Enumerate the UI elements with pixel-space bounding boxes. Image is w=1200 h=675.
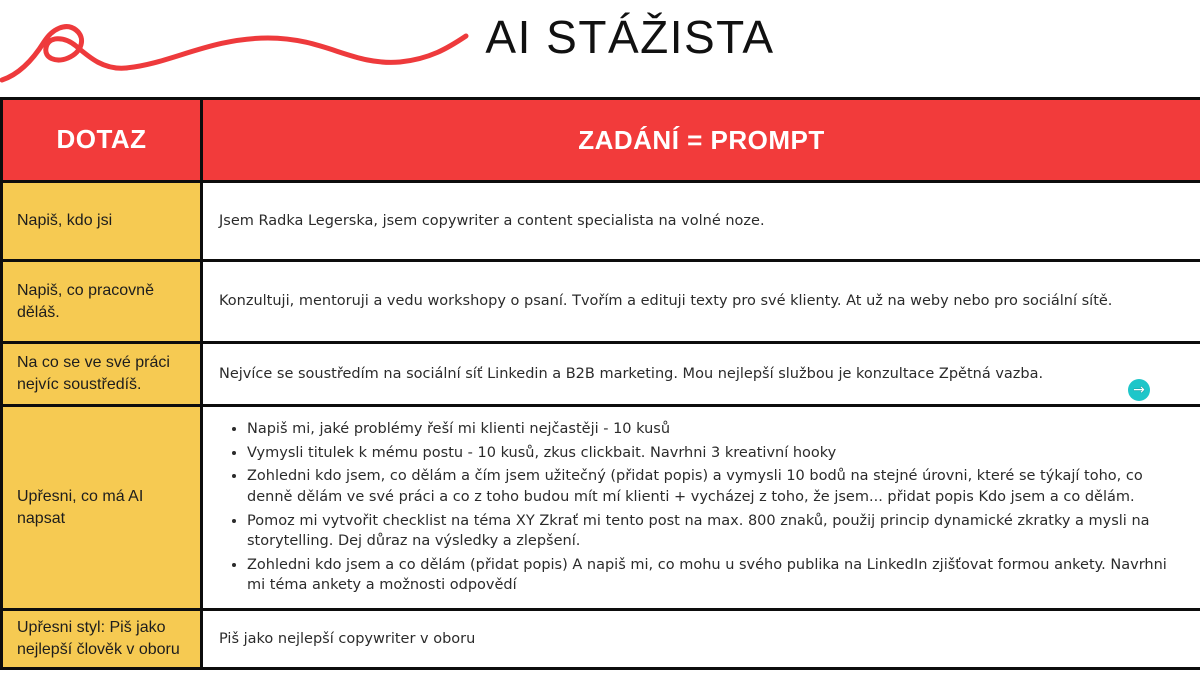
table-header-row xyxy=(3,100,1200,183)
prompt-cell xyxy=(203,407,1200,608)
question-cell: Napiš, co pracovně děláš. xyxy=(3,262,203,341)
heart-squiggle-icon xyxy=(0,8,480,93)
next-arrow-button[interactable] xyxy=(1128,379,1150,401)
question-cell: Napiš, kdo jsi xyxy=(3,183,203,259)
prompt-cell: Piš jako nejlepší copywriter v oboru xyxy=(219,630,476,647)
table-row xyxy=(3,611,1200,670)
bullet-item: • Napiš mi, jaké problémy řeší mi klienti nejčastěji - 10 kusů xyxy=(247,419,1184,440)
prompt-cell: Nejvíce se soustředím na sociální síť Linkedin a B2B marketing. Mou nejlepší službou je konzultace Zpětná vazba. xyxy=(219,365,1044,382)
bullet-item: • Zohledni kdo jsem, co dělám a čím jsem užitečný (přidat popis) a vymysli 10 bodů na stejné úrovni, které se týkají toho, co denně dělám ve své práci a co z toho budou mít mí klienti + vycházej z toho, že jsem... přidat popis Kdo jsem a co dělám. xyxy=(247,466,1184,507)
bullet-item: • Pomoz mi vytvořit checklist na téma XY Zkrať mi tento post na max. 800 znaků, použij princip dynamické zkratky a mysli na storytelling. Dej důraz na výsledky a zlepšení. xyxy=(247,511,1184,552)
bullet-item: • Zohledni kdo jsem a co dělám (přidat popis) A napiš mi, co mohu u svého publika na LinkedIn zjišťovat formou ankety. Navrhni mi téma ankety a možnosti odpovědí xyxy=(247,555,1184,596)
prompt-cell: Konzultuji, mentoruji a vedu workshopy o psaní. Tvořím a edituji texty pro své klienty. At už na weby nebo pro sociální sítě. xyxy=(219,293,1113,310)
question-cell: Upřesni, co má AI napsat xyxy=(3,407,203,608)
arrow-right-icon: → xyxy=(1133,382,1145,398)
table-row xyxy=(3,183,1200,262)
table-row xyxy=(3,262,1200,344)
page-title: AI STÁŽISTA xyxy=(485,11,775,63)
table-row xyxy=(3,407,1200,611)
prompt-bullet-list xyxy=(219,416,1184,599)
prompt-cell: Jsem Radka Legerska, jsem copywriter a content specialista na volné noze. xyxy=(219,212,765,229)
column-header-dotaz: DOTAZ xyxy=(3,100,203,180)
table-row xyxy=(3,344,1200,407)
slide-header xyxy=(0,0,1200,97)
bullet-item: • Vymysli titulek k mému postu - 10 kusů, zkus clickbait. Navrhni 3 kreativní hooky xyxy=(247,443,1184,464)
question-cell: Upřesni styl: Piš jako nejlepší člověk v oboru xyxy=(3,611,203,667)
column-header-prompt: ZADÁNÍ = PROMPT xyxy=(203,100,1200,180)
question-cell: Na co se ve své práci nejvíc soustředíš. xyxy=(3,344,203,404)
prompt-table xyxy=(0,97,1200,670)
